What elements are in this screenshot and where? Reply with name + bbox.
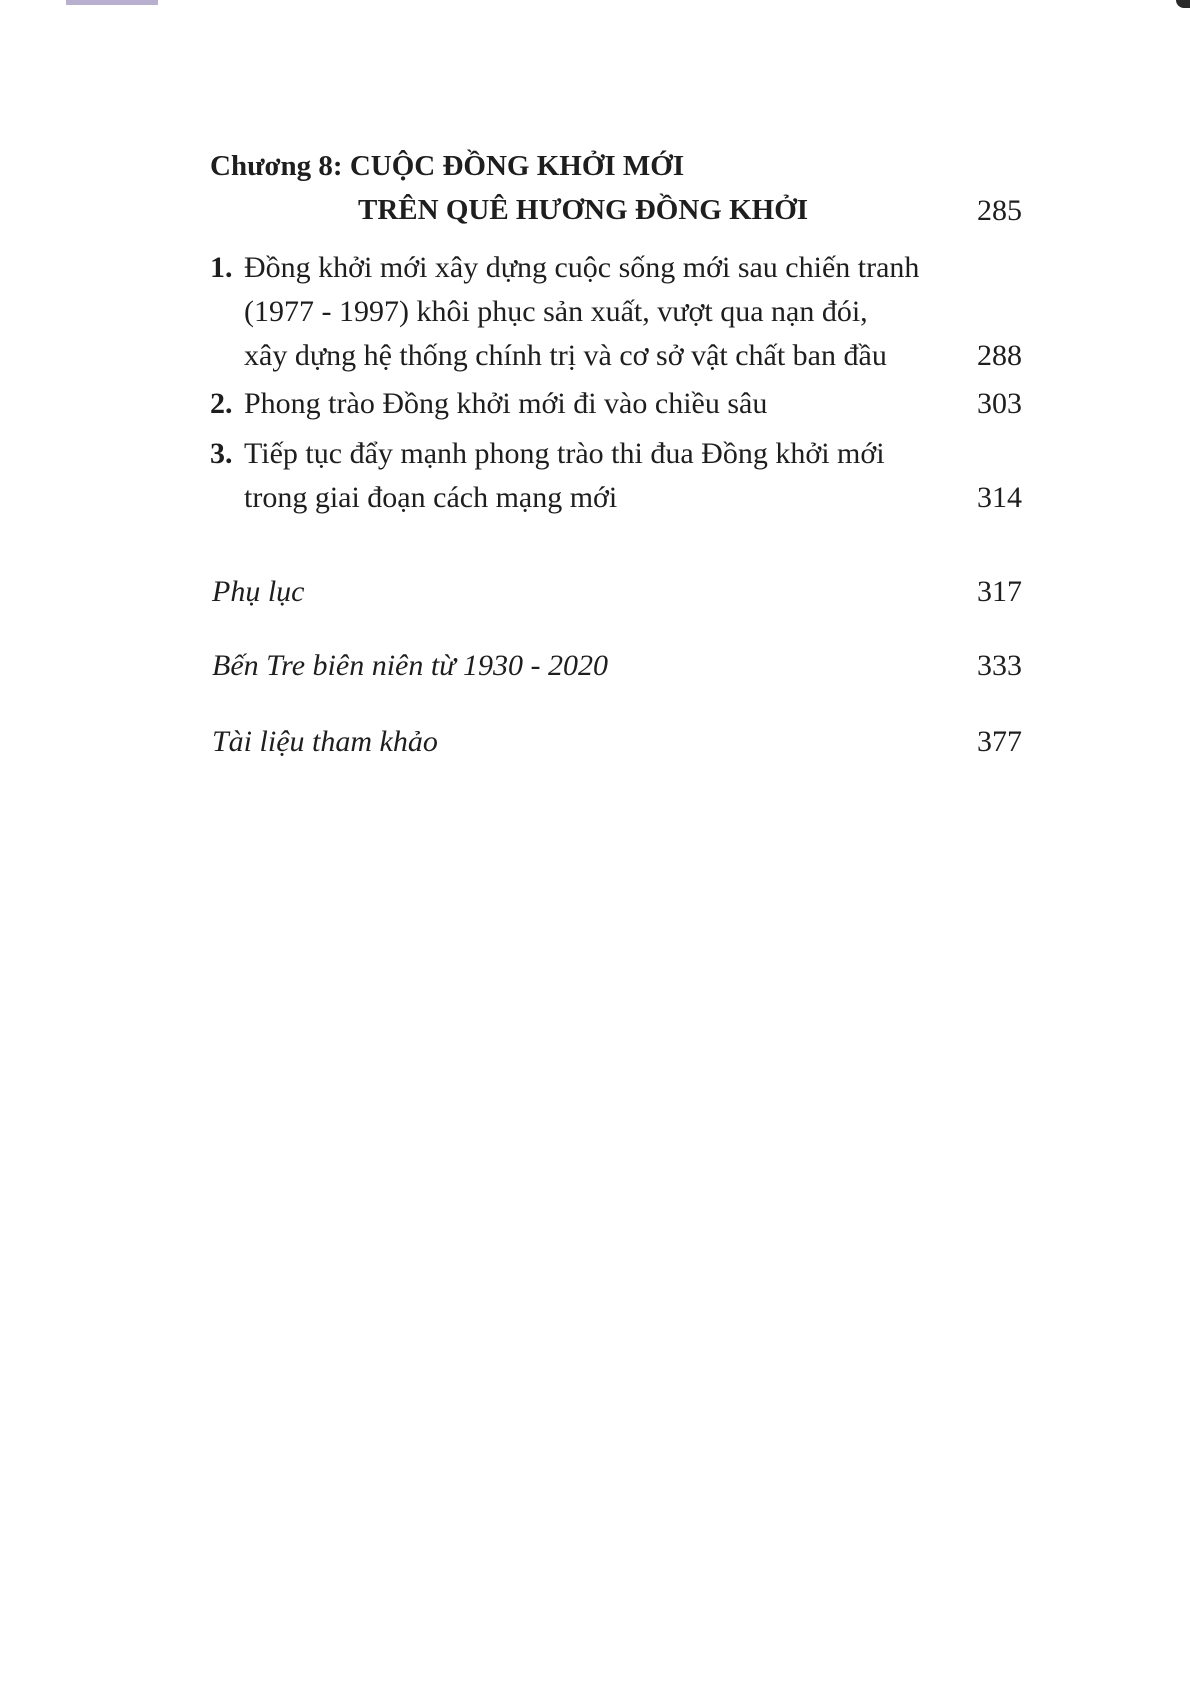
- chronology-title: Bến Tre biên niên từ 1930 - 2020: [212, 649, 609, 682]
- section-number: 3.: [210, 437, 233, 470]
- section-2-line-1: [210, 386, 767, 422]
- section-1-line-3: xây dựng hệ thống chính trị và cơ sở vật chất ban đầu: [244, 339, 887, 372]
- references-page-number: 377: [977, 725, 1022, 758]
- chapter-subtitle: TRÊN QUÊ HƯƠNG ĐỒNG KHỞI: [358, 194, 809, 226]
- section-number: 2.: [210, 387, 233, 420]
- section-2-page-number: 303: [977, 387, 1022, 420]
- references-title: Tài liệu tham khảo: [212, 725, 438, 758]
- chapter-page-number: 285: [977, 194, 1022, 227]
- section-text: Đồng khởi mới xây dựng cuộc sống mới sau chiến tranh: [244, 251, 920, 284]
- section-text: Phong trào Đồng khởi mới đi vào chiều sâu: [244, 387, 768, 420]
- section-text: Tiếp tục đẩy mạnh phong trào thi đua Đồng khởi mới: [244, 437, 885, 470]
- section-1-line-1: [210, 250, 919, 286]
- chapter-title: Chương 8: CUỘC ĐỒNG KHỞI MỚI: [210, 150, 685, 182]
- section-3-line-2: trong giai đoạn cách mạng mới: [244, 481, 618, 514]
- appendix-title: Phụ lục: [212, 575, 305, 608]
- chronology-page-number: 333: [977, 649, 1022, 682]
- appendix-page-number: 317: [977, 575, 1022, 608]
- section-1-page-number: 288: [977, 339, 1022, 372]
- section-3-line-1: [210, 436, 885, 472]
- section-number: 1.: [210, 251, 233, 284]
- section-1-line-2: (1977 - 1997) khôi phục sản xuất, vượt qua nạn đói,: [244, 295, 868, 328]
- section-3-page-number: 314: [977, 481, 1022, 514]
